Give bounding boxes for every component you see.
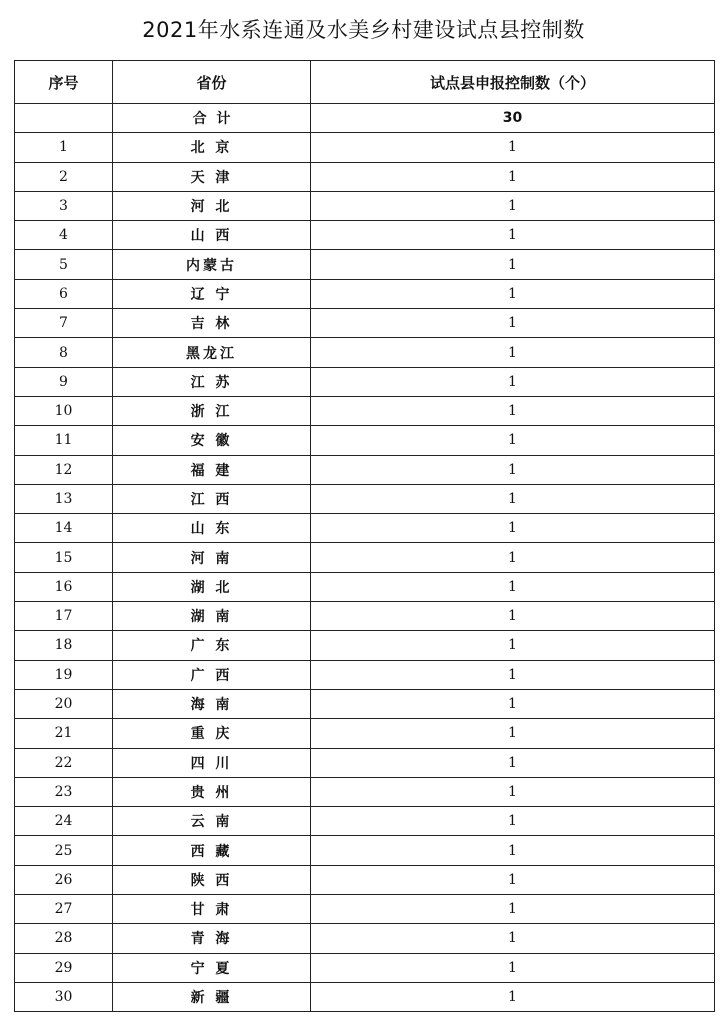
- row-province: 内蒙古: [113, 250, 311, 279]
- row-quota: 1: [311, 953, 715, 982]
- header-index: 序号: [15, 61, 113, 104]
- row-province: 江 苏: [113, 367, 311, 396]
- row-province: 天 津: [113, 162, 311, 191]
- quota-table: [14, 60, 715, 1012]
- row-province: 甘 肃: [113, 895, 311, 924]
- row-index: 30: [15, 982, 113, 1011]
- total-label: 合 计: [113, 104, 311, 133]
- table-row: [15, 396, 715, 425]
- row-index: 8: [15, 338, 113, 367]
- row-index: 5: [15, 250, 113, 279]
- row-index: 13: [15, 484, 113, 513]
- row-province: 四 川: [113, 748, 311, 777]
- table-row: [15, 221, 715, 250]
- row-quota: 1: [311, 895, 715, 924]
- row-index: 18: [15, 631, 113, 660]
- table-row: [15, 279, 715, 308]
- row-province: 云 南: [113, 807, 311, 836]
- table-row: [15, 748, 715, 777]
- row-quota: 1: [311, 719, 715, 748]
- row-quota: 1: [311, 426, 715, 455]
- row-index: 24: [15, 807, 113, 836]
- row-index: 22: [15, 748, 113, 777]
- table-row: [15, 631, 715, 660]
- row-index: 4: [15, 221, 113, 250]
- table-row: [15, 133, 715, 162]
- table-row: [15, 543, 715, 572]
- total-value: 30: [311, 104, 715, 133]
- row-quota: 1: [311, 250, 715, 279]
- table-row: [15, 895, 715, 924]
- row-province: 海 南: [113, 689, 311, 718]
- row-province: 湖 北: [113, 572, 311, 601]
- row-index: 3: [15, 191, 113, 220]
- row-province: 贵 州: [113, 777, 311, 806]
- row-province: 河 北: [113, 191, 311, 220]
- row-quota: 1: [311, 660, 715, 689]
- row-quota: 1: [311, 133, 715, 162]
- row-index: 1: [15, 133, 113, 162]
- row-index: 2: [15, 162, 113, 191]
- row-province: 陕 西: [113, 865, 311, 894]
- row-province: 福 建: [113, 455, 311, 484]
- table-row: [15, 514, 715, 543]
- table-row: [15, 338, 715, 367]
- row-index: 29: [15, 953, 113, 982]
- row-index: 11: [15, 426, 113, 455]
- row-index: 16: [15, 572, 113, 601]
- row-index: 26: [15, 865, 113, 894]
- row-quota: 1: [311, 865, 715, 894]
- row-quota: 1: [311, 748, 715, 777]
- row-province: 湖 南: [113, 602, 311, 631]
- row-index: 6: [15, 279, 113, 308]
- row-quota: 1: [311, 982, 715, 1011]
- row-province: 河 南: [113, 543, 311, 572]
- row-index: 17: [15, 602, 113, 631]
- table-row: [15, 484, 715, 513]
- row-province: 西 藏: [113, 836, 311, 865]
- row-province: 山 西: [113, 221, 311, 250]
- row-index: 28: [15, 924, 113, 953]
- row-province: 宁 夏: [113, 953, 311, 982]
- row-index: 27: [15, 895, 113, 924]
- row-province: 广 西: [113, 660, 311, 689]
- row-index: 25: [15, 836, 113, 865]
- table-row: [15, 865, 715, 894]
- table-row: [15, 250, 715, 279]
- row-province: 吉 林: [113, 309, 311, 338]
- page-title: 2021年水系连通及水美乡村建设试点县控制数: [142, 18, 585, 42]
- table-row: [15, 719, 715, 748]
- row-quota: 1: [311, 338, 715, 367]
- row-province: 新 疆: [113, 982, 311, 1011]
- row-index: 7: [15, 309, 113, 338]
- row-province: 北 京: [113, 133, 311, 162]
- row-province: 浙 江: [113, 396, 311, 425]
- table-row: [15, 455, 715, 484]
- row-quota: 1: [311, 162, 715, 191]
- table-row: [15, 660, 715, 689]
- row-index: 15: [15, 543, 113, 572]
- table-row: [15, 924, 715, 953]
- row-quota: 1: [311, 396, 715, 425]
- row-quota: 1: [311, 572, 715, 601]
- total-row: [15, 104, 715, 133]
- row-index: 20: [15, 689, 113, 718]
- table-row: [15, 572, 715, 601]
- total-index-cell: [15, 104, 113, 133]
- row-index: 12: [15, 455, 113, 484]
- table-header-row: [15, 61, 715, 104]
- row-quota: 1: [311, 221, 715, 250]
- row-quota: 1: [311, 836, 715, 865]
- row-province: 广 东: [113, 631, 311, 660]
- table-row: [15, 982, 715, 1011]
- table-row: [15, 836, 715, 865]
- row-quota: 1: [311, 631, 715, 660]
- row-province: 黑龙江: [113, 338, 311, 367]
- table-row: [15, 162, 715, 191]
- row-index: 19: [15, 660, 113, 689]
- row-province: 山 东: [113, 514, 311, 543]
- row-index: 9: [15, 367, 113, 396]
- table-row: [15, 309, 715, 338]
- table-row: [15, 191, 715, 220]
- row-index: 23: [15, 777, 113, 806]
- row-quota: 1: [311, 543, 715, 572]
- row-quota: 1: [311, 309, 715, 338]
- row-quota: 1: [311, 689, 715, 718]
- header-quota: 试点县申报控制数（个）: [311, 61, 715, 104]
- table-row: [15, 426, 715, 455]
- row-index: 14: [15, 514, 113, 543]
- table-row: [15, 953, 715, 982]
- row-province: 安 徽: [113, 426, 311, 455]
- row-quota: 1: [311, 777, 715, 806]
- row-province: 江 西: [113, 484, 311, 513]
- row-province: 辽 宁: [113, 279, 311, 308]
- table-row: [15, 777, 715, 806]
- row-quota: 1: [311, 807, 715, 836]
- row-index: 21: [15, 719, 113, 748]
- row-quota: 1: [311, 279, 715, 308]
- row-quota: 1: [311, 602, 715, 631]
- row-quota: 1: [311, 484, 715, 513]
- row-quota: 1: [311, 514, 715, 543]
- row-province: 青 海: [113, 924, 311, 953]
- row-index: 10: [15, 396, 113, 425]
- header-province: 省份: [113, 61, 311, 104]
- row-quota: 1: [311, 367, 715, 396]
- table-row: [15, 367, 715, 396]
- table-row: [15, 602, 715, 631]
- row-quota: 1: [311, 924, 715, 953]
- table-row: [15, 807, 715, 836]
- row-quota: 1: [311, 191, 715, 220]
- row-quota: 1: [311, 455, 715, 484]
- table-row: [15, 689, 715, 718]
- row-province: 重 庆: [113, 719, 311, 748]
